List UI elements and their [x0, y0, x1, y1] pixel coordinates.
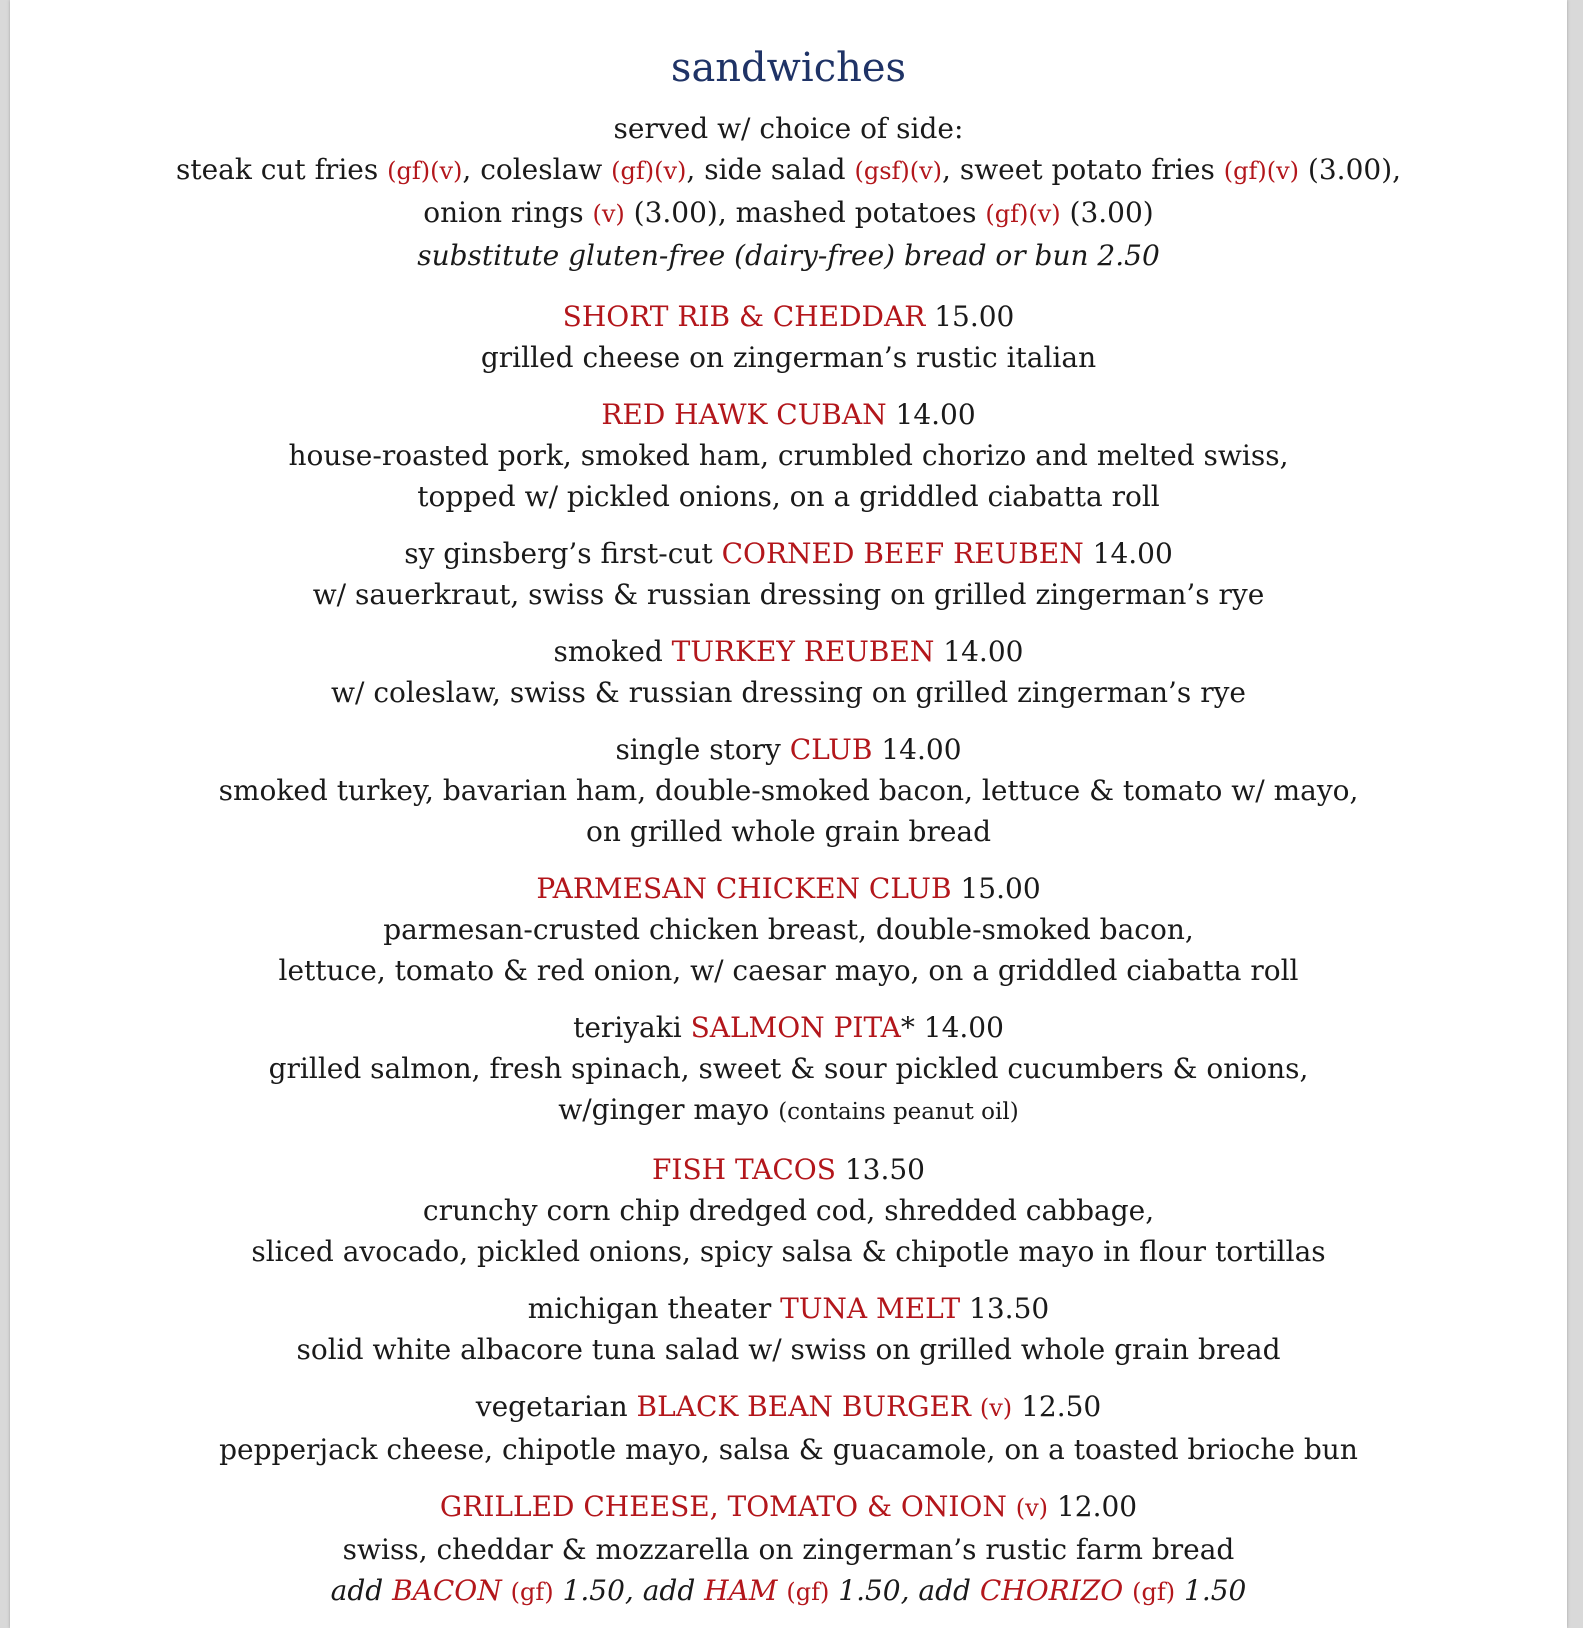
text-segment: 14.00: [872, 733, 962, 766]
text-segment: smoked: [553, 635, 672, 668]
text-segment: 13.50: [835, 1153, 925, 1186]
diet-tag: (gf)(v): [611, 157, 687, 185]
text-segment: sy ginsberg’s first-cut: [404, 537, 722, 570]
text-segment: (3.00),: [1299, 153, 1402, 186]
menu-item: [10, 394, 1567, 517]
text-segment: vegetarian: [475, 1390, 637, 1423]
text-segment: 14.00: [886, 398, 976, 431]
text-segment: , coleslaw: [462, 153, 612, 186]
text-segment: 15.00: [951, 872, 1041, 905]
menu-item-description: [10, 770, 1567, 811]
text-segment: topped w/ pickled onions, on a griddled ciabatta roll: [417, 480, 1160, 513]
menu-item-heading: [10, 729, 1567, 770]
text-segment: swiss, cheddar & mozzarella on zingerman’s rustic farm bread: [342, 1533, 1235, 1566]
text-segment: w/ sauerkraut, swiss & russian dressing on grilled zingerman’s rye: [312, 578, 1265, 611]
text-segment: 1.50: [1175, 1574, 1247, 1607]
diet-tag: (gf)(v): [1223, 157, 1300, 185]
text-segment: [1123, 1574, 1132, 1607]
diet-tag: (gf)(v): [387, 157, 463, 185]
menu-item: [10, 631, 1567, 713]
item-name: RED HAWK CUBAN: [601, 398, 887, 431]
text-segment: grilled cheese on zingerman’s rustic italian: [480, 341, 1097, 374]
text-segment: (3.00): [1060, 196, 1154, 229]
menu-item-heading: [10, 1007, 1567, 1048]
text-segment: onion rings: [423, 196, 593, 229]
item-name: CORNED BEEF REUBEN: [721, 537, 1084, 570]
menu-item: [10, 1486, 1567, 1613]
text-segment: add: [330, 1574, 393, 1607]
text-segment: house-roasted pork, smoked ham, crumbled chorizo and melted swiss,: [288, 439, 1289, 472]
text-segment: (contains peanut oil): [778, 1099, 1019, 1125]
text-segment: on grilled whole grain bread: [585, 815, 992, 848]
text-segment: , sweet potato fries: [942, 153, 1224, 186]
text-segment: [971, 1390, 980, 1423]
item-name: PARMESAN CHICKEN CLUB: [536, 872, 952, 905]
text-segment: 12.00: [1048, 1490, 1138, 1523]
item-name: BACON: [392, 1574, 502, 1607]
sides-intro: served w/ choice of side:: [613, 112, 964, 145]
menu-item: [10, 533, 1567, 615]
menu-item-heading: [10, 1386, 1567, 1429]
text-segment: 12.50: [1012, 1390, 1102, 1423]
text-segment: solid white albacore tuna salad w/ swiss on grilled whole grain bread: [296, 1333, 1281, 1366]
menu-item-description: [10, 1231, 1567, 1272]
menu-item-heading: [10, 1486, 1567, 1529]
menu-item-description: [10, 435, 1567, 476]
sandwich-list: [10, 296, 1567, 1613]
text-segment: smoked turkey, bavarian ham, double-smoked bacon, lettuce & tomato w/ mayo,: [218, 774, 1359, 807]
text-segment: [1007, 1490, 1016, 1523]
menu-item-heading: [10, 394, 1567, 435]
diet-tag: (gf): [1132, 1578, 1176, 1606]
menu-item-description: [10, 1570, 1567, 1613]
menu-item: [10, 1386, 1567, 1470]
text-segment: single story: [615, 733, 790, 766]
menu-item-heading: [10, 296, 1567, 337]
menu-item: [10, 1149, 1567, 1272]
menu-content: [10, 42, 1567, 1613]
menu-item: [10, 729, 1567, 852]
diet-tag: (v): [1015, 1494, 1049, 1522]
text-segment: michigan theater: [527, 1292, 781, 1325]
menu-item-description: [10, 1190, 1567, 1231]
menu-item: [10, 1007, 1567, 1133]
menu-page: [10, 0, 1567, 1628]
text-segment: , side salad: [686, 153, 855, 186]
menu-item-heading: [10, 533, 1567, 574]
text-segment: 14.00: [934, 635, 1024, 668]
menu-item-description: [10, 1048, 1567, 1089]
text-segment: 13.50: [960, 1292, 1050, 1325]
text-segment: [502, 1574, 511, 1607]
text-segment: sliced avocado, pickled onions, spicy salsa & chipotle mayo in flour tortillas: [251, 1235, 1326, 1268]
item-name: HAM: [704, 1574, 778, 1607]
menu-item-description: [10, 1089, 1567, 1133]
item-name: SHORT RIB & CHEDDAR: [562, 300, 926, 333]
menu-item-description: [10, 950, 1567, 991]
menu-item: [10, 868, 1567, 991]
text-segment: parmesan-crusted chicken breast, double-smoked bacon,: [383, 913, 1194, 946]
menu-item-description: [10, 672, 1567, 713]
sides-info: [10, 108, 1567, 276]
text-segment: crunchy corn chip dredged cod, shredded cabbage,: [422, 1194, 1155, 1227]
substitute-note: substitute gluten-free (dairy-free) bread or bun 2.50: [417, 239, 1160, 272]
text-segment: 14.00: [1083, 537, 1173, 570]
sides-line-2: [10, 192, 1567, 235]
menu-item-description: [10, 1329, 1567, 1370]
item-name: SALMON PITA: [690, 1011, 901, 1044]
item-name: FISH TACOS: [652, 1153, 836, 1186]
menu-item-heading: [10, 868, 1567, 909]
menu-item: [10, 296, 1567, 378]
diet-tag: (gf)(v): [985, 200, 1061, 228]
menu-item-heading: [10, 631, 1567, 672]
text-segment: 15.00: [925, 300, 1015, 333]
diet-tag: (v): [592, 200, 625, 228]
diet-tag: (gf): [786, 1578, 830, 1606]
text-segment: w/ginger mayo: [558, 1093, 779, 1126]
sides-line-1: [10, 149, 1567, 192]
menu-item-heading: [10, 1288, 1567, 1329]
menu-item: [10, 1288, 1567, 1370]
item-name: CHORIZO: [979, 1574, 1124, 1607]
text-segment: (3.00), mashed potatoes: [624, 196, 986, 229]
text-segment: 1.50, add: [553, 1574, 705, 1607]
menu-item-heading: [10, 1149, 1567, 1190]
menu-item-description: [10, 909, 1567, 950]
text-segment: * 14.00: [900, 1011, 1004, 1044]
text-segment: pepperjack cheese, chipotle mayo, salsa & guacamole, on a toasted brioche bun: [219, 1433, 1358, 1466]
diet-tag: (gf): [510, 1578, 554, 1606]
item-name: CLUB: [789, 733, 873, 766]
menu-item-description: [10, 476, 1567, 517]
diet-tag: (gsf)(v): [854, 157, 943, 185]
text-segment: steak cut fries: [175, 153, 388, 186]
text-segment: lettuce, tomato & red onion, w/ caesar mayo, on a griddled ciabatta roll: [278, 954, 1299, 987]
item-name: TURKEY REUBEN: [671, 635, 935, 668]
menu-item-description: [10, 574, 1567, 615]
text-segment: teriyaki: [573, 1011, 691, 1044]
menu-item-description: [10, 1429, 1567, 1470]
menu-item-description: [10, 337, 1567, 378]
item-name: BLACK BEAN BURGER: [636, 1390, 971, 1423]
item-name: TUNA MELT: [780, 1292, 961, 1325]
item-name: GRILLED CHEESE, TOMATO & ONION: [439, 1490, 1007, 1523]
text-segment: grilled salmon, fresh spinach, sweet & sour pickled cucumbers & onions,: [268, 1052, 1309, 1085]
menu-item-description: [10, 1529, 1567, 1570]
text-segment: w/ coleslaw, swiss & russian dressing on grilled zingerman’s rye: [331, 676, 1246, 709]
section-title: sandwiches: [670, 45, 907, 91]
diet-tag: (v): [979, 1394, 1013, 1422]
menu-item-description: [10, 811, 1567, 852]
text-segment: 1.50, add: [829, 1574, 980, 1607]
